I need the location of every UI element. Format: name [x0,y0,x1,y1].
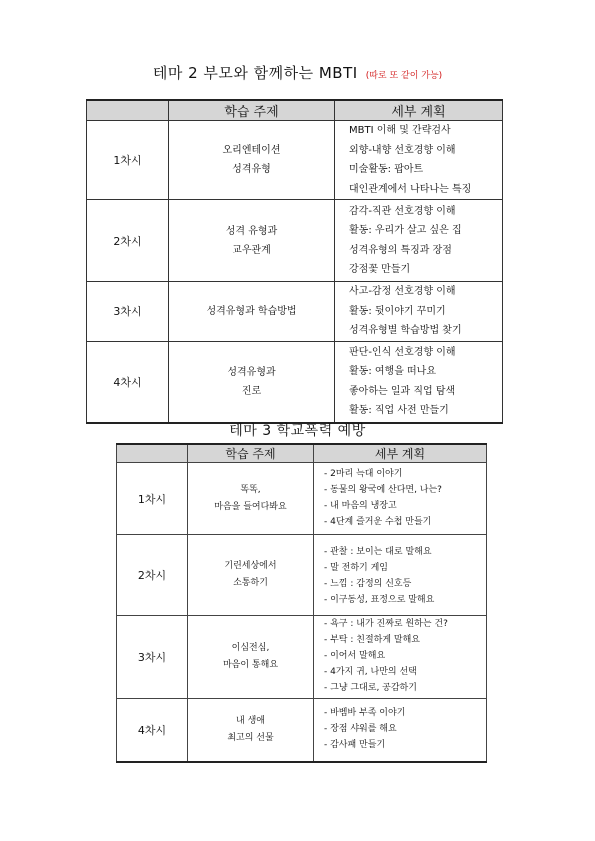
plan-item: MBTI 이해 및 간략검사 [349,125,451,136]
plan-item: - 바벰바 부족 이야기 [324,708,406,718]
topic-line: 교우관계 [232,244,271,256]
table-row [117,535,487,616]
theme3-table [116,443,487,763]
plan-item: 활동: 우리가 살고 싶은 집 [349,225,462,236]
plan-item: 활동: 직업 사전 만들기 [349,405,449,417]
theme2-header-plan: 세부 계획 [335,100,503,121]
plan-item: 감각-직관 선호경향 이해 [349,205,456,217]
plan-item: 대인관계에서 나타나는 특징 [349,183,472,195]
plan-item: - 관찰 : 보이는 대로 말해요 [324,547,432,557]
session-cell: 4차시 [87,341,169,423]
topic-cell [169,121,335,200]
plan-cell [314,535,487,616]
topic-line: 진로 [241,385,262,397]
theme3-title: 테마 3 학교폭력 예방 [229,423,366,439]
topic-line: 성격유형 [232,164,271,175]
plan-item: - 내 마음의 냉장고 [324,501,397,511]
session-cell: 3차시 [117,616,188,699]
table-row [87,282,503,342]
theme2-title [0,62,595,83]
table-row [87,121,503,200]
plan-cell [335,341,503,423]
topic-line: 똑똑, [240,484,261,495]
plan-item: - 4단계 즐거운 수첩 만들기 [324,517,432,527]
theme3-header-row [117,444,487,463]
plan-item: - 말 전하기 게임 [324,563,388,573]
theme2-header-row [87,100,503,121]
topic-cell [188,535,314,616]
table-row [117,463,487,535]
plan-item: - 이어서 말해요 [324,651,386,661]
topic-line: 성격유형과 학습방법 [206,305,297,317]
table-row [117,616,487,699]
topic-line: 최고의 선물 [227,732,274,743]
topic-line: 이심전심, [231,643,270,653]
session-cell: 1차시 [117,463,188,535]
theme2-title-text: 테마 2 부모와 함께하는 MBTI [152,64,358,82]
topic-line: 소통하기 [233,578,268,588]
plan-item: 좋아하는 일과 직업 탐색 [349,385,456,397]
plan-item: 강점꽃 만들기 [349,264,411,275]
plan-item: - 장점 샤워를 해요 [324,724,397,734]
topic-line: 오리엔테이션 [222,145,281,156]
plan-item: - 2마리 늑대 이야기 [324,469,403,479]
table-row [117,699,487,762]
topic-line: 내 생애 [236,715,265,726]
plan-item: 판단-인식 선호경향 이해 [349,346,456,358]
topic-line: 성격 유형과 [225,225,278,237]
session-cell: 1차시 [87,121,169,200]
plan-item: 성격유형의 특징과 장점 [349,244,452,256]
topic-line: 성격유형과 [227,366,276,378]
theme2-header-session [87,100,169,121]
plan-cell [335,121,503,200]
theme3-header-plan: 세부 계획 [314,444,487,463]
topic-line: 마음이 통해요 [222,660,279,670]
plan-cell [335,282,503,342]
session-cell: 3차시 [87,282,169,342]
plan-item: 성격유형별 학습방법 찾기 [349,325,462,336]
plan-item: - 느낌 : 감정의 신호등 [324,579,412,589]
plan-item: 사고-감정 선호경향 이해 [349,286,456,297]
topic-cell [188,463,314,535]
table-row [87,341,503,423]
plan-cell [314,616,487,699]
theme2-table [86,99,503,424]
plan-item: - 욕구 : 내가 진짜로 원하는 건? [324,619,448,629]
topic-line: 마음을 들여다봐요 [214,501,287,512]
theme3-header-session [117,444,188,463]
theme2-header-topic: 학습 주제 [169,100,335,121]
theme2-note: (따로 또 같이 가능) [365,71,443,81]
plan-item: - 감사패 만들기 [324,740,386,750]
plan-item: - 동물의 왕국에 산다면, 나는? [324,485,442,495]
topic-cell [188,699,314,762]
session-cell: 2차시 [87,200,169,282]
plan-item: - 이구동성, 표정으로 말해요 [324,595,435,605]
plan-item: - 4가지 귀, 나만의 선택 [324,667,417,677]
theme3-header-topic: 학습 주제 [188,444,314,463]
topic-cell [169,200,335,282]
plan-item: - 그냥 그대로, 공감하기 [324,683,417,693]
plan-item: 외향-내향 선호경향 이해 [349,144,456,156]
plan-item: 활동: 여행을 떠나요 [349,366,437,378]
plan-item: - 부탁 : 친절하게 말해요 [324,635,420,645]
topic-line: 기린세상에서 [224,561,277,571]
plan-cell [335,200,503,282]
topic-cell [188,616,314,699]
topic-cell [169,341,335,423]
session-cell: 2차시 [117,535,188,616]
session-cell: 4차시 [117,699,188,762]
plan-cell [314,463,487,535]
plan-item: 활동: 뒷이야기 꾸미기 [349,305,446,317]
topic-cell [169,282,335,342]
table-row [87,200,503,282]
plan-item: 미술활동: 팝아트 [349,164,424,175]
plan-cell [314,699,487,762]
